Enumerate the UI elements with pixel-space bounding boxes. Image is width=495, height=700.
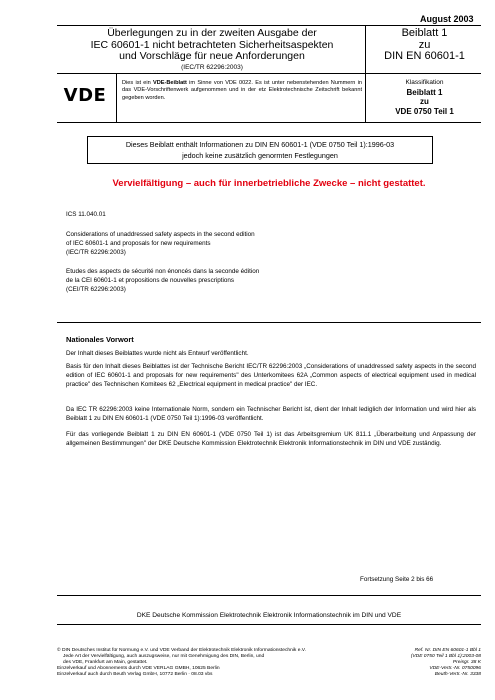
vde-note-prefix: Dies ist ein bbox=[122, 80, 154, 86]
header-bottom-rule bbox=[57, 122, 481, 123]
french-title-line-3: (CEI/TR 62296:2003) bbox=[66, 285, 126, 293]
vorwort-heading: Nationales Vorwort bbox=[66, 335, 134, 344]
vde-note-rest: im Sinne von VDE 0022. Es ist unter nebenstehenden Nummern in das VDE-Vorschriftenwerk aufgenommen und in der etz Elektrotechnische Zeitschrift bekannt gegeben worden. bbox=[122, 80, 362, 101]
vde-logo: VDE bbox=[63, 84, 107, 106]
copyright-line-1: © DIN Deutsches Institut für Normung e.V. und VDE Verband der Elektrotechnik Elektronik Informationstechnik e.V. bbox=[57, 648, 306, 653]
copyright-line-5: Einzelverkauf auch durch Beuth Verlag GmbH, 10772 Berlin · 08.03 vbs bbox=[57, 672, 213, 678]
section-divider bbox=[57, 322, 481, 323]
title-line-1: Überlegungen zu in der zweiten Ausgabe der bbox=[107, 27, 317, 39]
header-mid-rule bbox=[57, 73, 481, 74]
vde-note-bold: VDE-Beiblatt bbox=[153, 80, 187, 86]
title-line-3: und Vorschläge für neue Anforderungen bbox=[119, 50, 305, 62]
document-title bbox=[57, 28, 367, 72]
french-title bbox=[66, 268, 446, 294]
copy-warning: Vervielfältigung – auch für innerbetriebliche Zwecke – nicht gestattet. bbox=[112, 178, 426, 189]
english-title bbox=[66, 231, 446, 257]
copyright-line-2: Jede Art der Vervielfältigung, auch auszugsweise, nur mit Genehmigung des DIN, Berlin, und bbox=[63, 654, 265, 660]
title-line-2: IEC 60601-1 nicht betrachteten Sicherheitsaspekten bbox=[90, 38, 334, 51]
klassifikation-line-3: VDE 0750 Teil 1 bbox=[395, 106, 454, 116]
reference-line-3: Preisgr. 38 K bbox=[452, 660, 481, 666]
vde-note bbox=[122, 80, 362, 102]
klassifikation-line-1: Beiblatt 1 bbox=[406, 87, 443, 97]
vorwort-paragraph-2: Basis für den Inhalt dieses Beiblattes ist der Technische Bericht IEC/TR 62296:2003 „Considerations of unaddressed safety aspects in the second edition of IEC 60601-1 and proposals for new requirements" des Unterkomitees 62A „Common aspects of electrical equipment used in medical practice" des Technischen Komitees 62 „Electrical equipment in medical practice" der IEC. bbox=[66, 363, 476, 389]
footer-top-rule bbox=[57, 595, 481, 596]
klassifikation-line-2: zu bbox=[420, 97, 429, 106]
beiblatt-line-3: DIN EN 60601-1 bbox=[384, 50, 465, 62]
ics-code: ICS 11.040.01 bbox=[66, 211, 106, 218]
english-title-line-3: (IEC/TR 62296:2003) bbox=[66, 248, 126, 256]
issue-date: August 2003 bbox=[420, 14, 474, 24]
copyright-block bbox=[57, 648, 357, 678]
continuation-note: Fortsetzung Seite 2 bis 66 bbox=[360, 576, 434, 583]
vorwort-paragraph-4: Für das vorliegende Beiblatt 1 zu DIN EN 60601-1 (VDE 0750 Teil 1) ist das Arbeitsgremium UK 811.1 „Überarbeitung und Anpassung der allgemeinen Bestimmungen" der DKE Deutsche Kommission Elektrotechnik Elektronik Informationstechnik im DIN und VDE zuständig. bbox=[66, 431, 476, 448]
info-box-line-2: jedoch keine zusätzlich genormten Festlegungen bbox=[182, 151, 338, 160]
reference-line-1: Ref. Nr. DIN EN 60601-1 Bbl 1 bbox=[414, 648, 481, 653]
header-top-rule bbox=[57, 25, 481, 26]
reference-block bbox=[380, 648, 481, 678]
klassifikation-block bbox=[368, 79, 481, 116]
info-box-line-1: Dieses Beiblatt enthält Informationen zu DIN EN 60601-1 (VDE 0750 Teil 1):1996-03 bbox=[125, 140, 395, 149]
copyright-line-4: Einzelverkauf und Abonnements durch VDE VERLAG GMBH, 10625 Berlin bbox=[57, 666, 220, 672]
beiblatt-designation bbox=[368, 28, 481, 63]
english-title-line-1: Considerations of unaddressed safety aspects in the second edition bbox=[66, 231, 255, 238]
footer-mid-rule bbox=[57, 624, 481, 625]
title-reference: (IEC/TR 62296:2003) bbox=[181, 63, 243, 71]
reference-line-4: VDE-Vertr.-Nr. 0750096 bbox=[429, 666, 481, 672]
reference-line-5: Beuth-Vertr.-Nr. 3338 bbox=[434, 672, 481, 678]
header-divider-logo bbox=[116, 73, 117, 122]
french-title-line-1: Etudes des aspects de sécurité non énoncés dans la seconde édition bbox=[66, 268, 260, 275]
copyright-line-3: des VDE, Frankfurt am Main, gestattet. bbox=[63, 660, 148, 666]
beiblatt-line-1: Beiblatt 1 bbox=[401, 27, 448, 39]
vorwort-paragraph-3: Da IEC TR 62296:2003 keine Internationale Norm, sondern ein Technischer Bericht ist, dient der Inhalt lediglich der Information und wird hier als Beiblatt 1 zu DIN EN 60601-1 (VDE 0750 Teil 1):1996-03 veröffentlicht. bbox=[66, 406, 476, 423]
vorwort-paragraph-1: Der Inhalt dieses Beiblattes wurde nicht als Entwurf veröffentlicht. bbox=[66, 350, 249, 357]
beiblatt-line-2: zu bbox=[418, 38, 431, 51]
dke-line: DKE Deutsche Kommission Elektrotechnik Elektronik Informationstechnik im DIN und VDE bbox=[136, 612, 402, 619]
info-box bbox=[87, 136, 433, 164]
french-title-line-2: de la CEI 60601-1 et propositions de nouvelles prescriptions bbox=[66, 276, 235, 284]
klassifikation-label: Klassifikation bbox=[405, 79, 444, 86]
reference-line-2: (VDE 0750 Teil 1 Bbl 1):2003-08 bbox=[410, 654, 481, 660]
english-title-line-2: of IEC 60601-1 and proposals for new requirements bbox=[66, 239, 211, 247]
